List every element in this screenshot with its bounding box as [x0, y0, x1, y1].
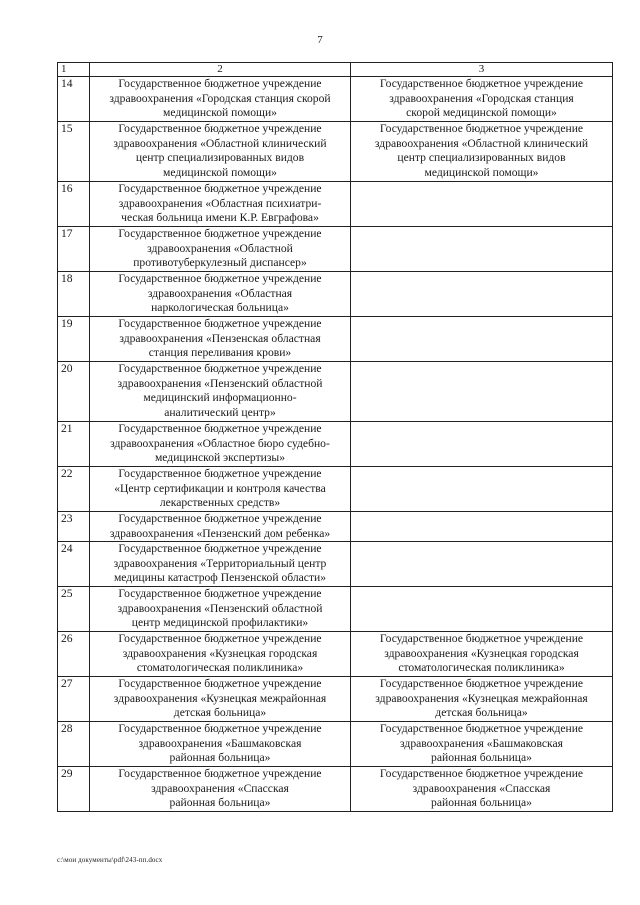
- successor-name: [351, 467, 613, 512]
- table-row: [58, 77, 613, 122]
- header-col-3: 3: [351, 63, 613, 77]
- row-number: 19: [58, 317, 90, 362]
- successor-name: [351, 587, 613, 632]
- successor-name: [351, 542, 613, 587]
- table-row: [58, 587, 613, 632]
- row-number: 21: [58, 422, 90, 467]
- successor-name: [351, 272, 613, 317]
- successor-name: [351, 362, 613, 422]
- institution-name: Государственное бюджетное учреждение «Центр сертификации и контроля качества лекарственных средств»: [90, 467, 351, 512]
- successor-name: Государственное бюджетное учреждение здравоохранения «Башмаковская районная больница»: [351, 722, 613, 767]
- file-path-footer: c:\мои документы\pdf\243-пп.docx: [57, 856, 163, 864]
- successor-name: [351, 227, 613, 272]
- row-number: 22: [58, 467, 90, 512]
- successor-name: Государственное бюджетное учреждение здравоохранения «Спасская районная больница»: [351, 767, 613, 812]
- institution-name: Государственное бюджетное учреждение здравоохранения «Пензенский областной центр медицинской профилактики»: [90, 587, 351, 632]
- table-row: [58, 542, 613, 587]
- successor-name: [351, 422, 613, 467]
- row-number: 16: [58, 182, 90, 227]
- row-number: 20: [58, 362, 90, 422]
- institution-name: Государственное бюджетное учреждение здравоохранения «Областная психиатри- ческая больница имени К.Р. Евграфова»: [90, 182, 351, 227]
- institution-name: Государственное бюджетное учреждение здравоохранения «Спасская районная больница»: [90, 767, 351, 812]
- row-number: 14: [58, 77, 90, 122]
- successor-name: Государственное бюджетное учреждение здравоохранения «Городская станция скорой медицинской помощи»: [351, 77, 613, 122]
- table-row: [58, 767, 613, 812]
- successor-name: Государственное бюджетное учреждение здравоохранения «Областной клинический центр специализированных видов медицинской помощи»: [351, 122, 613, 182]
- table-row: [58, 512, 613, 542]
- row-number: 15: [58, 122, 90, 182]
- row-number: 24: [58, 542, 90, 587]
- institution-name: Государственное бюджетное учреждение здравоохранения «Областной клинический центр специализированных видов медицинской помощи»: [90, 122, 351, 182]
- institutions-table: [57, 62, 613, 812]
- row-number: 18: [58, 272, 90, 317]
- institution-name: Государственное бюджетное учреждение здравоохранения «Башмаковская районная больница»: [90, 722, 351, 767]
- table-row: [58, 722, 613, 767]
- successor-name: [351, 317, 613, 362]
- table-row: [58, 272, 613, 317]
- successor-name: Государственное бюджетное учреждение здравоохранения «Кузнецкая межрайонная детская больница»: [351, 677, 613, 722]
- row-number: 29: [58, 767, 90, 812]
- row-number: 25: [58, 587, 90, 632]
- row-number: 26: [58, 632, 90, 677]
- row-number: 17: [58, 227, 90, 272]
- successor-name: [351, 182, 613, 227]
- institution-name: Государственное бюджетное учреждение здравоохранения «Пензенская областная станция переливания крови»: [90, 317, 351, 362]
- institution-name: Государственное бюджетное учреждение здравоохранения «Кузнецкая межрайонная детская больница»: [90, 677, 351, 722]
- table-row: [58, 632, 613, 677]
- header-col-1: 1: [58, 63, 90, 77]
- institution-name: Государственное бюджетное учреждение здравоохранения «Областная наркологическая больница»: [90, 272, 351, 317]
- table-row: [58, 227, 613, 272]
- table-row: [58, 362, 613, 422]
- successor-name: Государственное бюджетное учреждение здравоохранения «Кузнецкая городская стоматологическая поликлиника»: [351, 632, 613, 677]
- table-row: [58, 467, 613, 512]
- successor-name: [351, 512, 613, 542]
- institution-name: Государственное бюджетное учреждение здравоохранения «Городская станция скорой медицинской помощи»: [90, 77, 351, 122]
- page-number: 7: [317, 34, 323, 46]
- row-number: 27: [58, 677, 90, 722]
- institution-name: Государственное бюджетное учреждение здравоохранения «Территориальный центр медицины катастроф Пензенской области»: [90, 542, 351, 587]
- header-col-2: 2: [90, 63, 351, 77]
- institution-name: Государственное бюджетное учреждение здравоохранения «Пензенский областной медицинский информационно- аналитический центр»: [90, 362, 351, 422]
- row-number: 23: [58, 512, 90, 542]
- row-number: 28: [58, 722, 90, 767]
- institution-name: Государственное бюджетное учреждение здравоохранения «Пензенский дом ребенка»: [90, 512, 351, 542]
- institution-name: Государственное бюджетное учреждение здравоохранения «Областное бюро судебно- медицинской экспертизы»: [90, 422, 351, 467]
- table-row: [58, 422, 613, 467]
- table-row: [58, 122, 613, 182]
- institution-name: Государственное бюджетное учреждение здравоохранения «Кузнецкая городская стоматологическая поликлиника»: [90, 632, 351, 677]
- table-row: [58, 317, 613, 362]
- table-header-row: [58, 63, 613, 77]
- table-row: [58, 182, 613, 227]
- table-row: [58, 677, 613, 722]
- institution-name: Государственное бюджетное учреждение здравоохранения «Областной противотуберкулезный диспансер»: [90, 227, 351, 272]
